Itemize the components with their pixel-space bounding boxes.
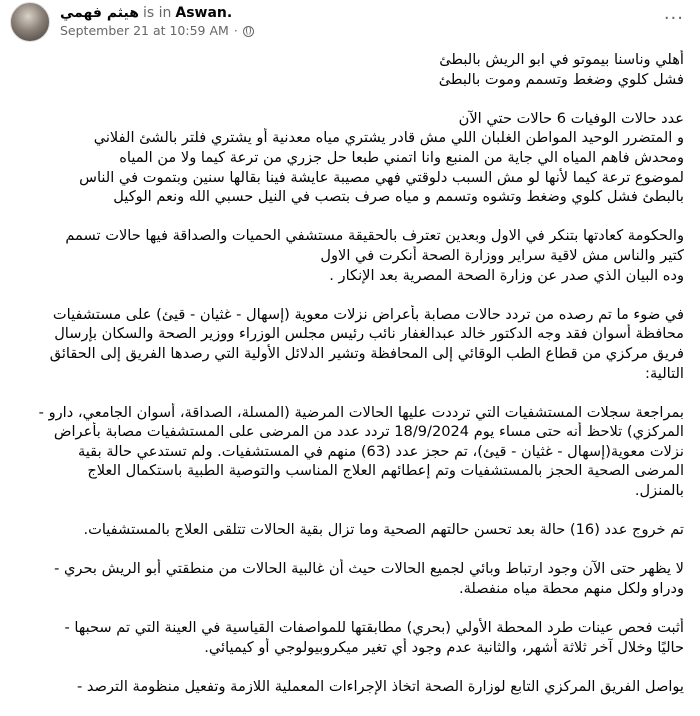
avatar[interactable] (10, 2, 50, 42)
author-name[interactable]: هيثم فهمي (60, 5, 139, 21)
post-text-line: فشل كلوي وضغط وتسمم وموت بالبطئ (438, 70, 684, 88)
post-text-line: بالمنزل. (634, 482, 684, 500)
more-options-icon[interactable]: ··· (663, 8, 684, 29)
post-text-line: بالبطئ فشل كلوي وضغط وتشوه وتسمم و مياه صرف بتصب في النيل حسبي الله ونعم الوكيل (113, 188, 684, 206)
post-text-line: والحكومة كعادتها بتنكر في الاول وبعدين تعترف بالحقيقة مستشفي الحميات والصداقة فيها حالات تسمم (65, 227, 684, 245)
post-text-line: حاليًا وخلال آخر ثلاثة أشهر، والثانية عدم وجود أي تغير ميكروبيولوجي أو كيميائي. (204, 638, 684, 656)
post-text-line: أهلي وناسنا بيموتو في ابو الريش بالبطئ (439, 51, 684, 68)
time-line (60, 22, 254, 40)
post-paragraph (10, 520, 684, 540)
post-text-line: يواصل الفريق المركزي التابع لوزارة الصحة اتخاذ الإجراءات المعملية اللازمة وتفعيل منظومة الترصد - (76, 678, 684, 695)
post-text-line: ومحدش فاهم المياه الي جاية من المنبع وانا اتمني طبعا حل جزري من ترعة كيما ولا من المياه (119, 148, 684, 166)
place-link[interactable]: Aswan. (175, 5, 233, 21)
post-text-line: محافظة أسوان فقد وجه الدكتور خالد عبدالغفار نائب رئيس مجلس الوزراء ووزير الصحة والسكان بإرسال (54, 325, 684, 343)
post-text-line: فريق مركزي من قطاع الطب الوقائي إلى المحافظة وتشير الدلائل الأولية التي رصدها الفريق إلى الحقائق (49, 344, 684, 362)
post-paragraph (10, 403, 684, 501)
post-text-line: لا يظهر حتى الآن وجود ارتباط وبائي لجميع الحالات حيث أن غالبية الحالات من منطقتي أبو الريش بحري - (54, 560, 684, 578)
post-text-line: أثبت فحص عينات طرد المحطة الأولي (بحري) مطابقتها للمواصفات القياسية في العينة التي تم سحبها - (64, 619, 684, 637)
post-text-line: عدد حالات الوفيات 6 حالات حتي الآن (458, 109, 684, 127)
post-timestamp[interactable]: September 21 at 10:59 AM (60, 23, 229, 38)
post-header (10, 2, 254, 42)
post-paragraph (10, 618, 684, 657)
post-text-line: وده البيان الذي صدر عن وزارة الصحة المصرية بعد الإنكار . (329, 266, 684, 284)
post-text-line: ودراو ولكل منهم محطة مياه منفصلة. (458, 580, 684, 598)
author-line (60, 4, 254, 22)
post-paragraph (10, 50, 684, 89)
is-in-label: is in (142, 5, 172, 21)
post-meta (60, 4, 254, 40)
post-text-line: تم خروج عدد (16) حالة بعد تحسن حالتهم الصحية وما تزال بقية الحالات تتلقى العلاج بالمستشفيات. (83, 521, 684, 539)
post-paragraph (10, 677, 684, 697)
post-paragraph (10, 559, 684, 598)
post-text-line: التالية: (645, 364, 684, 382)
post-text-line: كتير والناس مش لاقية سراير ووزارة الصحة أنكرت في الاول (320, 246, 684, 264)
post-paragraph (10, 226, 684, 285)
post-paragraph (10, 109, 684, 207)
separator-dot: · (233, 23, 238, 38)
post-text-line: المرضى الصحية الحجز بالمستشفيات وتم إعطائهم العلاج المناسب والتوصية الطبية باستكمال العلاج (87, 462, 684, 480)
post-text (10, 50, 684, 716)
post-text-line: في ضوء ما تم رصده من تردد حالات مصابة بأعراض نزلات معوية (إسهال - غثيان - قيئ) على مستشفيات (52, 305, 684, 323)
post-text-line: و المتضرر الوحيد المواطن الغلبان اللي مش قادر يشتري مياه معدنية أو يشتري فلتر بالشئ الفلاني (93, 129, 684, 147)
post-text-line: المركزي) تلاحظ أنه حتى مساء يوم 18/9/2024 تردد عدد من المرضى على المستشفيات مصابة بأعراض (53, 423, 684, 441)
post-text-line: بمراجعة سجلات المستشفيات التي ترددت عليها الحالات المرضية (المسلة، الصداقة، أسوان الجامعي، دارو - (38, 403, 684, 421)
post-text-line: نزلات معوية(إسهال - غثيان - قيئ)، تم حجز عدد (63) منهم في المستشفيات. ولم تستدعي حالة بقية (77, 442, 684, 460)
globe-icon[interactable] (243, 26, 254, 37)
post-text-line: لموضوع ترعة كيما لأنها لو مش السبب دلوقتي فهي مصيبة عايشة فينا بقالها سنين وبتموت في الناس (79, 168, 684, 186)
post-paragraph (10, 305, 684, 383)
